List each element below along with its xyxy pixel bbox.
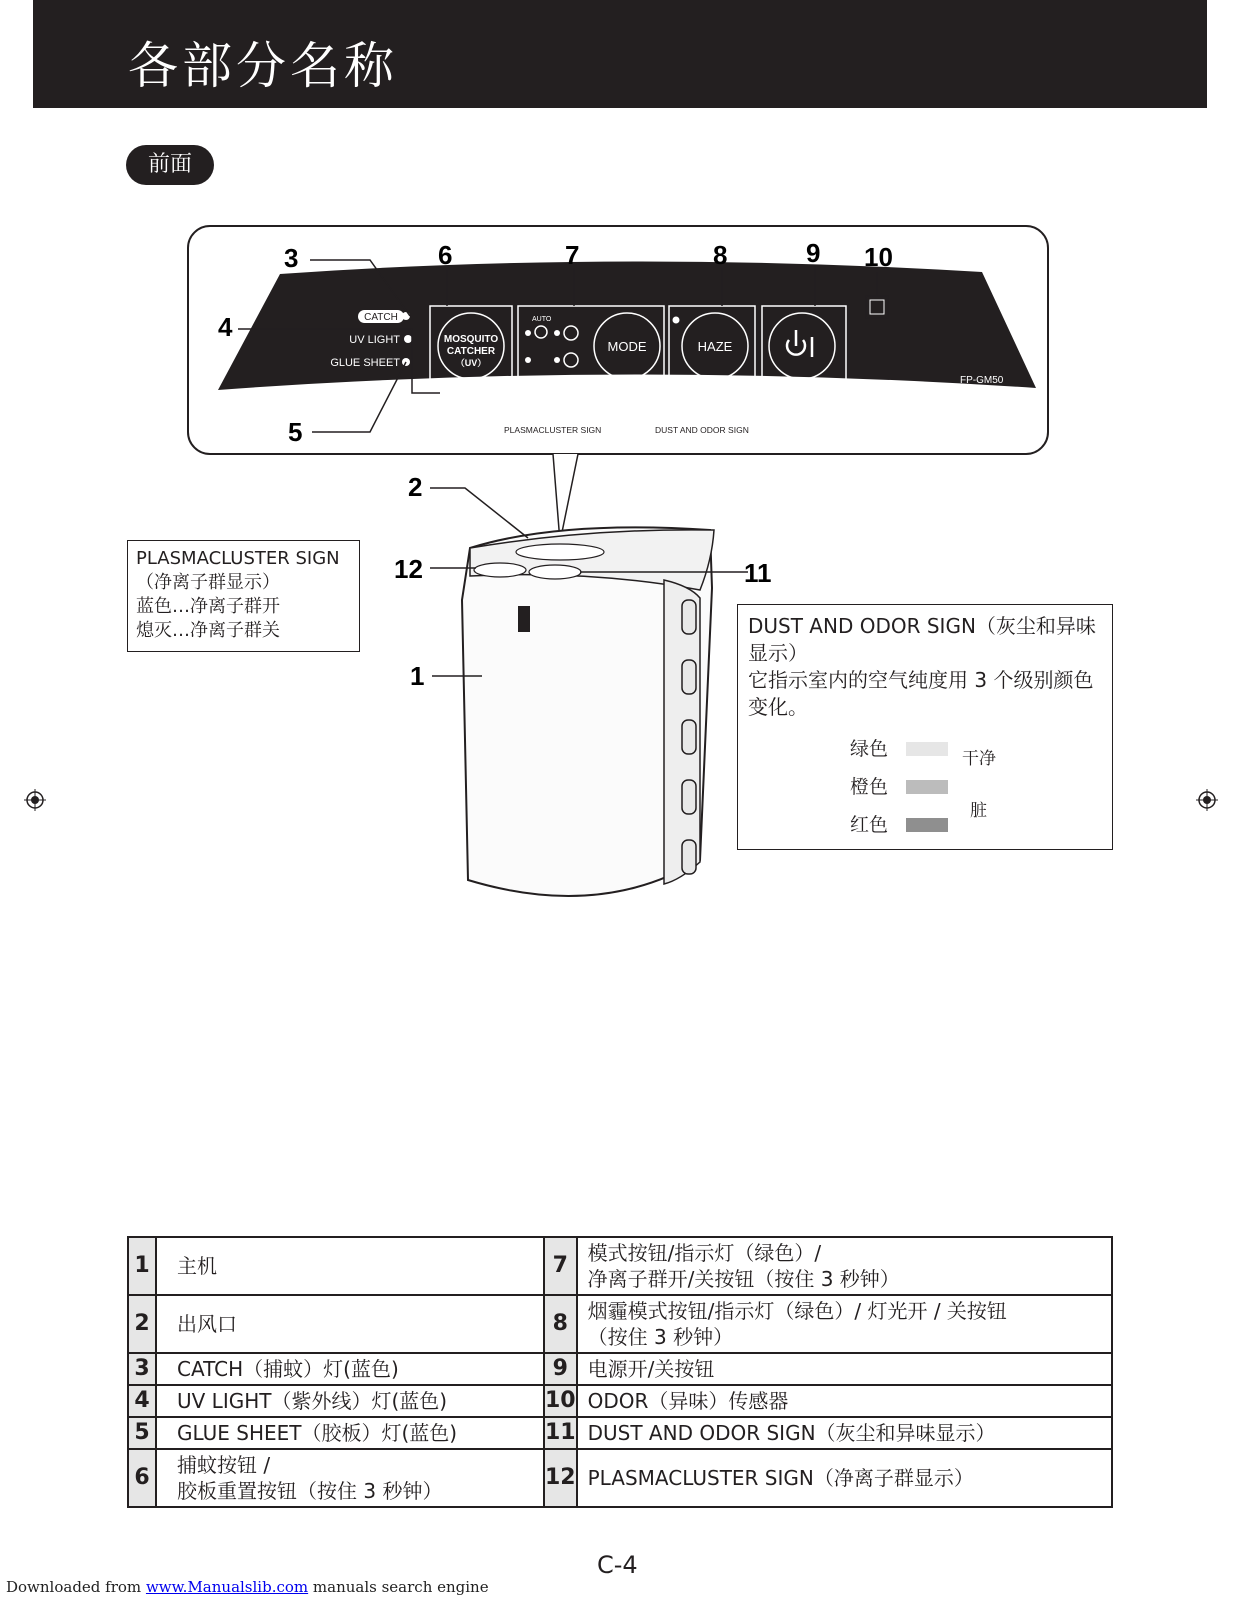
haze-light xyxy=(673,317,680,324)
registration-mark-left-icon xyxy=(24,789,46,811)
table-row xyxy=(128,1417,1112,1449)
part-description: 烟霾模式按钮/指示灯（绿色）/ 灯光开 / 关按钮 （按住 3 秒钟） xyxy=(577,1295,1112,1353)
table-row xyxy=(128,1385,1112,1417)
haze-on-off-label: ON/OFF xyxy=(704,385,746,397)
footer-suffix: manuals search engine xyxy=(312,1578,489,1596)
part-description: 电源开/关按钮 xyxy=(577,1353,1112,1385)
part-description: UV LIGHT（紫外线）灯(蓝色) xyxy=(156,1385,544,1417)
part-number: 1 xyxy=(128,1237,156,1295)
dust-box-title: DUST AND ODOR SIGN（灰尘和异味显示） xyxy=(748,614,1096,665)
callout-2: 2 xyxy=(408,472,423,502)
part-number: 7 xyxy=(544,1237,577,1295)
part-number: 12 xyxy=(544,1449,577,1507)
callout-11: 11 xyxy=(744,558,772,588)
section-tag-front: 前面 xyxy=(126,145,214,185)
part-description: CATCH（捕蚊）灯(蓝色) xyxy=(156,1353,544,1385)
uv-light-label: UV LIGHT xyxy=(349,334,400,346)
mosquito-line2: CATCHER xyxy=(446,346,496,357)
part-description: GLUE SHEET（胶板）灯(蓝色) xyxy=(156,1417,544,1449)
callout-5: 5 xyxy=(288,417,303,447)
glue-sheet-label: GLUE SHEET xyxy=(330,357,400,369)
registration-mark-right-icon xyxy=(1196,789,1218,811)
dust-box-description: 它指示室内的空气纯度用 3 个级别颜色变化。 xyxy=(748,668,1094,719)
mosquito-line3: （UV） xyxy=(455,358,487,368)
plasma-line4: 熄灭…净离子群关 xyxy=(136,620,280,641)
uv-light xyxy=(404,335,412,343)
callout-4: 4 xyxy=(218,312,233,342)
part-description: 主机 xyxy=(156,1237,544,1295)
clean-label: 干净 xyxy=(962,749,996,769)
table-row xyxy=(128,1353,1112,1385)
part-number: 9 xyxy=(544,1353,577,1385)
plasma-line3: 蓝色…净离子群开 xyxy=(136,596,280,617)
parts-table xyxy=(127,1236,1113,1508)
part-description: 模式按钮/指示灯（绿色）/ 净离子群开/关按钮（按住 3 秒钟） xyxy=(577,1237,1112,1295)
part-number: 8 xyxy=(544,1295,577,1353)
part-description: ODOR（异味）传感器 xyxy=(577,1385,1112,1417)
catch-label: CATCH xyxy=(364,312,398,323)
part-description: 出风口 xyxy=(156,1295,544,1353)
callout-12: 12 xyxy=(394,554,423,584)
page-title: 各部分名称 xyxy=(128,37,398,95)
level-orange-swatch xyxy=(906,780,948,794)
level-red-label: 红色 xyxy=(850,814,889,836)
part-number: 5 xyxy=(128,1417,156,1449)
model-label: FP-GM50 xyxy=(960,375,1004,386)
callout-10: 10 xyxy=(864,242,893,272)
callout-9: 9 xyxy=(806,238,821,268)
part-number: 11 xyxy=(544,1417,577,1449)
page-number: C-4 xyxy=(597,1551,638,1579)
plasma-line2: （净离子群显示） xyxy=(136,572,280,593)
power-label: POWER xyxy=(779,384,825,398)
footer-link[interactable]: www.Manualslib.com xyxy=(145,1578,309,1596)
haze-press: （Press 3sec.） xyxy=(686,397,748,407)
plasmacluster-sign-box xyxy=(127,540,360,652)
footer-prefix: Downloaded from xyxy=(6,1578,142,1596)
sheet-set-press: （Press 3sec.） xyxy=(440,397,502,407)
plasmacluster-light xyxy=(474,563,526,577)
sheet-set-label: SHEET SET xyxy=(442,385,503,397)
mosquito-line1: MOSQUITO xyxy=(443,334,499,345)
part-description: PLASMACLUSTER SIGN（净离子群显示） xyxy=(577,1449,1112,1507)
dirty-label: 脏 xyxy=(970,801,987,821)
callout-6: 6 xyxy=(438,240,453,270)
level-green-label: 绿色 xyxy=(850,738,889,760)
sharp-logo xyxy=(518,606,530,632)
callout-8: 8 xyxy=(713,240,728,270)
mode-label: MODE xyxy=(607,339,647,354)
haze-label: HAZE xyxy=(697,339,733,354)
control-panel xyxy=(218,261,1036,390)
part-number: 10 xyxy=(544,1385,577,1417)
auto-label: AUTO xyxy=(532,316,552,323)
level-green-swatch xyxy=(906,742,948,756)
table-row xyxy=(128,1237,1112,1295)
part-description: 捕蚊按钮 / 胶板重置按钮（按住 3 秒钟） xyxy=(156,1449,544,1507)
part-number: 2 xyxy=(128,1295,156,1353)
mode-press: （Press 3sec.） xyxy=(599,397,661,407)
callout-7: 7 xyxy=(565,240,580,270)
table-row xyxy=(128,1449,1112,1507)
plasma-line1: PLASMACLUSTER SIGN xyxy=(136,548,340,569)
footer xyxy=(6,1578,489,1596)
dust-odor-light xyxy=(529,565,581,579)
mode-on-off-label: ON/OFF xyxy=(615,385,657,397)
part-number: 6 xyxy=(128,1449,156,1507)
panel-dust-odor-sign: DUST AND ODOR SIGN xyxy=(655,425,749,435)
part-number: 3 xyxy=(128,1353,156,1385)
table-row xyxy=(128,1295,1112,1353)
dust-odor-sign-box xyxy=(737,604,1113,850)
callout-1: 1 xyxy=(410,661,425,691)
panel-plasmacluster-sign: PLASMACLUSTER SIGN xyxy=(504,425,602,435)
part-description: DUST AND ODOR SIGN（灰尘和异味显示） xyxy=(577,1417,1112,1449)
level-orange-label: 橙色 xyxy=(850,776,889,798)
callout-3: 3 xyxy=(284,243,299,273)
part-number: 4 xyxy=(128,1385,156,1417)
level-red-swatch xyxy=(906,818,948,832)
